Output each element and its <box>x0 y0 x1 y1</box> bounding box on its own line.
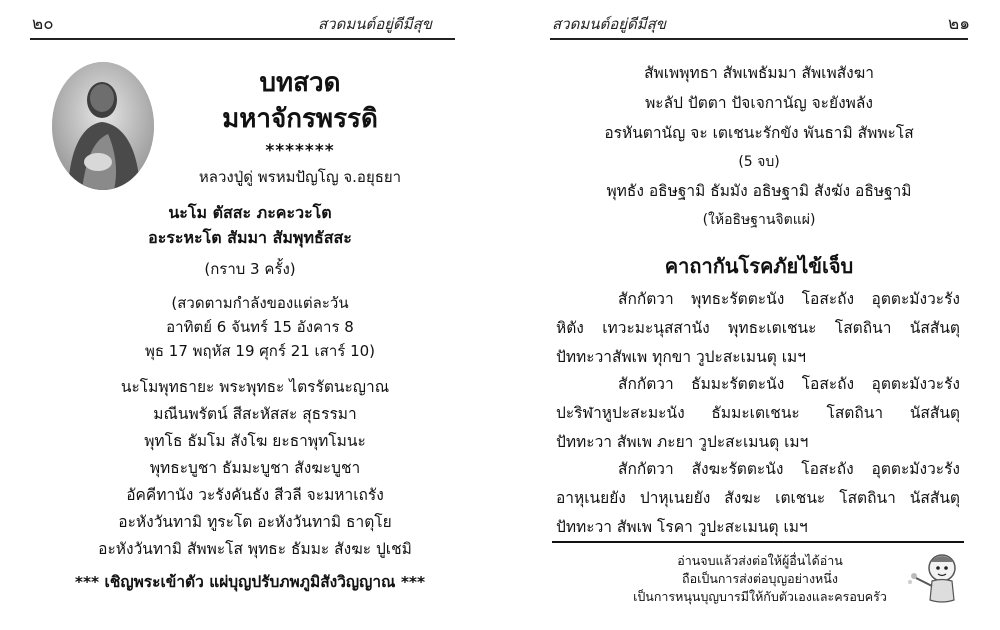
namo-line-1: นะโม ตัสสะ ภะคะวะโต <box>168 203 332 222</box>
chant-line: อะหังวันทามิ สัพพะโส พุทธะ ธัมมะ สังฆะ ปูเชมิ <box>98 540 412 558</box>
page-number: ๒๑ <box>948 14 970 34</box>
namo-line-2: อะระหะโต สัมมา สัมพุทธัสสะ <box>148 228 352 247</box>
verse-line: อรหันตานัญ จะ เตเชนะรักขัง พันธามิ สัพพะโส <box>604 124 914 142</box>
stars-divider: ******* <box>265 141 335 161</box>
chant-line: อัคคีทานัง วะรังคันธัง สีวลี จะมหาเถรัง <box>126 486 384 504</box>
header-rule <box>550 38 968 40</box>
chant-line: พุทโธ ธัมโม สังโฆ ยะธาพุทโมนะ <box>144 432 366 450</box>
footer-rule <box>552 541 964 543</box>
chant-line: อะหังวันทามิ ทูระโต อะหังวันทามิ ธาตุโย <box>118 513 392 531</box>
paragraph-line: อาหุเนยยัง ปาหุเนยยัง สังฆะ เตเชนะ โสตถินา นัสสันตุ <box>556 489 960 507</box>
instruction-line-1: (สวดตามกำลังของแต่ละวัน <box>171 294 349 312</box>
paragraph-line: สักกัตวา ธัมมะรัตตะนัง โอสะถัง อุตตะมังวะรัง <box>618 375 960 393</box>
left-header <box>0 10 500 36</box>
cartoon-mascot-icon <box>906 548 968 610</box>
section-heading: คาถากันโรคภัยไข้เจ็บ <box>664 254 854 278</box>
title-line-1: บทสวด <box>259 68 341 98</box>
paragraph-line: สักกัตวา พุทธะรัตตะนัง โอสะถัง อุตตะมังวะรัง <box>618 290 960 308</box>
verse-line: สัพเพพุทธา สัพเพธัมมา สัพเพสังฆา <box>644 64 874 82</box>
adhitthan-note: (ให้อธิษฐานจิตแผ่) <box>702 212 816 228</box>
verse-line: พะลัป ปัตตา ปัจเจกานัญ จะยังพลัง <box>645 94 873 112</box>
instruction-line-3: พุธ 17 พฤหัส 19 ศุกร์ 21 เสาร์ 10) <box>144 342 376 360</box>
paragraph-line: หิตัง เทวะมะนุสสานัง พุทธะเตเชนะ โสตถินา นัสสันตุ <box>556 319 960 337</box>
paragraph-line: ปัททะวา สัพเพ โรคา วูปะสะเมนตุ เมฯ <box>556 518 808 536</box>
running-header: สวดมนต์อยู่ดีมีสุข <box>552 15 667 33</box>
bow-instruction: (กราบ 3 ครั้ง) <box>204 260 296 278</box>
instruction-line-2: อาทิตย์ 6 จันทร์ 15 อังคาร 8 <box>166 318 354 336</box>
paragraph-line: ปะริฬาหูปะสะมะนัง ธัมมะเตเชนะ โสตถินา นัสสันตุ <box>556 404 960 422</box>
chant-line: พุทธะบูชา ธัมมะบูชา สังฆะบูชา <box>149 459 361 477</box>
paragraph-line: ปัททะวาสัพเพ ทุกขา วูปะสะเมนตุ เมฯ <box>556 348 806 366</box>
author: หลวงปู่ดู่ พรหมปัญโญ จ.อยุธยา <box>198 168 402 186</box>
running-header: สวดมนต์อยู่ดีมีสุข <box>318 15 433 33</box>
right-header <box>500 10 1000 36</box>
closing-line: *** เชิญพระเข้าตัว แผ่บุญปรับภพภูมิสังวิญญาณ *** <box>74 573 426 591</box>
footer-line: เป็นการหนุนบุญบารมีให้กับตัวเองและครอบครัว <box>633 589 887 604</box>
page-number: ๒๐ <box>32 14 54 34</box>
right-page <box>500 0 1000 630</box>
header-rule <box>30 38 455 40</box>
monk-portrait <box>52 62 154 190</box>
paragraph-line: สักกัตวา สังฆะรัตตะนัง โอสะถัง อุตตะมังวะรัง <box>618 460 960 478</box>
chant-line: นะโมพุทธายะ พระพุทธะ ไตรรัตนะญาณ <box>120 378 390 396</box>
footer-line: อ่านจบแล้วส่งต่อให้ผู้อื่นได้อ่าน <box>677 553 843 568</box>
title-line-2: มหาจักรพรรดิ <box>222 104 378 134</box>
repeat-note: (5 จบ) <box>738 154 780 170</box>
chant-line: มณีนพรัตน์ สีสะหัสสะ สุธรรมา <box>153 405 357 423</box>
paragraph-line: ปัททะวา สัพเพ ภะยา วูปะสะเมนตุ เมฯ <box>556 433 809 451</box>
footer-line: ถือเป็นการส่งต่อบุญอย่างหนึ่ง <box>682 571 838 586</box>
adhitthan-line: พุทธัง อธิษฐามิ ธัมมัง อธิษฐามิ สังฆัง อธิษฐามิ <box>606 182 912 200</box>
